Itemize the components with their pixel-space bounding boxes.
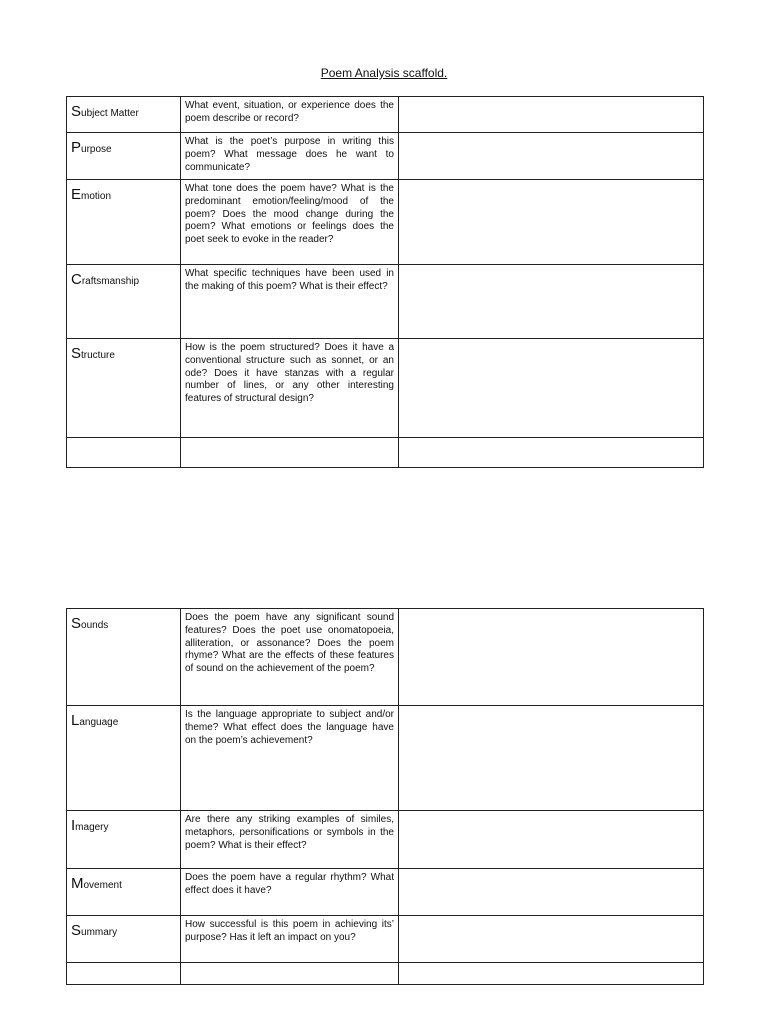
answer-cell[interactable] bbox=[399, 133, 704, 180]
question-cell: Is the language appropriate to subject and/or theme? What effect does the language have on the poem’s achievement? bbox=[181, 706, 399, 811]
empty-cell[interactable] bbox=[399, 963, 704, 985]
table-row bbox=[67, 609, 704, 706]
term-rest: ummary bbox=[81, 927, 118, 938]
question-cell: How is the poem structured? Does it have a conventional structure such as sonnet, or an ode? Does it have stanzas with a regular number of lines, or any other interesting features of structural design? bbox=[181, 339, 399, 438]
analysis-table-top bbox=[66, 96, 704, 468]
empty-cell[interactable] bbox=[67, 438, 181, 468]
document-title: Poem Analysis scaffold. bbox=[320, 66, 448, 80]
table-row-empty bbox=[67, 438, 704, 468]
question-cell: What is the poet’s purpose in writing this poem? What message does he want to communicate? bbox=[181, 133, 399, 180]
term-initial: S bbox=[71, 103, 82, 120]
answer-cell[interactable] bbox=[399, 265, 704, 339]
answer-cell[interactable] bbox=[399, 97, 704, 133]
question-cell: What tone does the poem have? What is the predominant emotion/feeling/mood of the poem? Does the mood change during the poem? What emotions or feelings does the poet seek to evoke in the reader? bbox=[181, 180, 399, 265]
term-cell bbox=[67, 811, 181, 869]
term-cell bbox=[67, 265, 181, 339]
table-row bbox=[67, 916, 704, 963]
term-rest: raftsmanship bbox=[81, 276, 140, 287]
answer-cell[interactable] bbox=[399, 811, 704, 869]
empty-cell[interactable] bbox=[67, 963, 181, 985]
term-initial: E bbox=[71, 186, 82, 203]
question-cell: Are there any striking examples of similes, metaphors, personifications or symbols in the poem? What is their effect? bbox=[181, 811, 399, 869]
table-row bbox=[67, 265, 704, 339]
term-initial: P bbox=[71, 139, 82, 156]
term-cell bbox=[67, 339, 181, 438]
empty-cell[interactable] bbox=[181, 438, 399, 468]
term-initial: I bbox=[71, 817, 76, 834]
answer-cell[interactable] bbox=[399, 609, 704, 706]
term-cell bbox=[67, 180, 181, 265]
table-row bbox=[67, 339, 704, 438]
term-cell bbox=[67, 916, 181, 963]
term-cell bbox=[67, 97, 181, 133]
term-initial: S bbox=[71, 922, 82, 939]
question-cell: Does the poem have a regular rhythm? What effect does it have? bbox=[181, 869, 399, 916]
table-row bbox=[67, 811, 704, 869]
term-initial: L bbox=[71, 712, 80, 729]
empty-cell[interactable] bbox=[399, 438, 704, 468]
table-row bbox=[67, 869, 704, 916]
term-rest: ovement bbox=[83, 880, 122, 891]
term-rest: tructure bbox=[81, 350, 115, 361]
term-rest: anguage bbox=[79, 717, 119, 728]
answer-cell[interactable] bbox=[399, 339, 704, 438]
term-rest: motion bbox=[81, 191, 112, 202]
table-row-empty bbox=[67, 963, 704, 985]
term-initial: C bbox=[71, 271, 82, 288]
term-cell bbox=[67, 706, 181, 811]
term-rest: magery bbox=[75, 822, 109, 833]
term-cell bbox=[67, 133, 181, 180]
term-initial: M bbox=[71, 875, 84, 892]
table-row bbox=[67, 133, 704, 180]
answer-cell[interactable] bbox=[399, 869, 704, 916]
answer-cell[interactable] bbox=[399, 916, 704, 963]
term-cell bbox=[67, 609, 181, 706]
answer-cell[interactable] bbox=[399, 180, 704, 265]
term-rest: ounds bbox=[81, 620, 109, 631]
term-rest: ubject Matter bbox=[81, 108, 139, 119]
question-cell: How successful is this poem in achieving its’ purpose? Has it left an impact on you? bbox=[181, 916, 399, 963]
term-initial: S bbox=[71, 615, 82, 632]
term-initial: S bbox=[71, 345, 82, 362]
table-row bbox=[67, 706, 704, 811]
term-cell bbox=[67, 869, 181, 916]
empty-cell[interactable] bbox=[181, 963, 399, 985]
answer-cell[interactable] bbox=[399, 706, 704, 811]
question-cell: What specific techniques have been used in the making of this poem? What is their effect? bbox=[181, 265, 399, 339]
question-cell: Does the poem have any significant sound features? Does the poet use onomatopoeia, alliteration, or assonance? Does the poem rhyme? What are the effects of these features of sound on the achievement of the poem? bbox=[181, 609, 399, 706]
question-cell: What event, situation, or experience does the poem describe or record? bbox=[181, 97, 399, 133]
term-rest: urpose bbox=[81, 144, 112, 155]
table-row bbox=[67, 97, 704, 133]
table-row bbox=[67, 180, 704, 265]
analysis-table-bottom bbox=[66, 608, 704, 985]
